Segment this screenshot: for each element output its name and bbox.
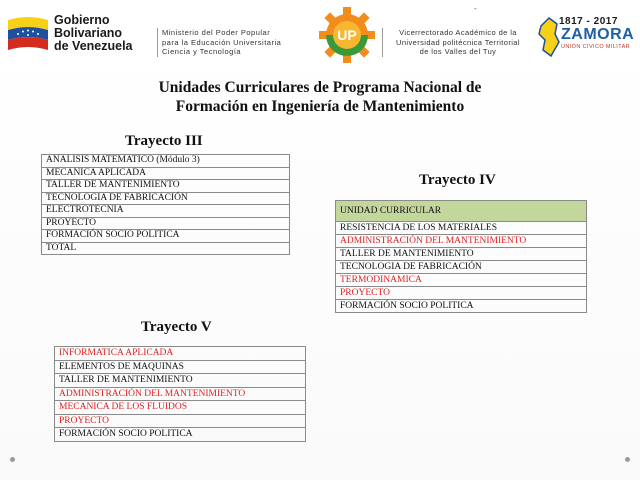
trayecto-5-title: Trayecto V (141, 319, 212, 335)
table-header-row (336, 201, 587, 222)
zamora-logo (537, 14, 637, 64)
gobierno-line-1: Gobierno (54, 13, 110, 27)
title-line-2: Formación en Ingeniería de Mantenimiento (175, 98, 465, 115)
trayecto-3-title: Trayecto III (125, 133, 203, 149)
table-cell: TALLER DE MANTENIMIENTO (55, 374, 306, 388)
table-row (42, 230, 290, 243)
ministerio-line-2: para la Educación Universitaria (162, 37, 282, 47)
table-cell: TERMODINAMICA (336, 274, 587, 287)
trayecto-4-title: Trayecto IV (419, 172, 496, 188)
zamora-subtitle: UNIÓN CÍVICO MILITAR (561, 44, 631, 50)
table-cell: PROYECTO (42, 217, 290, 230)
table-cell: TALLER DE MANTENIMIENTO (336, 248, 587, 261)
venezuela-flag-icon (6, 12, 52, 58)
table-cell: RESISTENCIA DE LOS MATERIALES (336, 222, 587, 235)
header-banner (0, 0, 640, 72)
table-row (55, 387, 306, 401)
table-row (336, 300, 587, 313)
vicerrectorado-text (382, 28, 533, 57)
table-row (42, 217, 290, 230)
trayecto-5-table (54, 346, 306, 442)
ministerio-line-3: Ciencia y Tecnología (162, 47, 242, 56)
venezuela-map-icon (537, 16, 561, 60)
table-cell: MECANICA DE LOS FLUIDOS (55, 401, 306, 415)
page-title (100, 78, 540, 116)
trayecto-3-table (41, 154, 290, 255)
table-cell: PROYECTO (336, 287, 587, 300)
table-row (42, 242, 290, 255)
table-row (55, 414, 306, 428)
ministerio-line-1: Ministerio del Poder Popular (162, 28, 271, 37)
table-cell: TECNOLOGIA DE FABRICACIÓN (42, 192, 290, 205)
table-row (55, 347, 306, 361)
vice-line-3: de los Valles del Tuy (419, 47, 497, 56)
table-cell: MECANICA APLICADA (42, 167, 290, 180)
table-row (42, 205, 290, 218)
table-cell: FORMACIÓN SOCIO POLITICA (336, 300, 587, 313)
vice-line-1: Vicerrectorado Académico de la (399, 28, 517, 37)
table-cell: TALLER DE MANTENIMIENTO (42, 180, 290, 193)
gobierno-logo (6, 12, 156, 62)
table-row (42, 192, 290, 205)
zamora-years: 1817 - 2017 (559, 16, 618, 27)
gobierno-text (54, 14, 133, 53)
table-row (42, 180, 290, 193)
table-cell: FORMACIÓN SOCIO POLITICA (55, 428, 306, 442)
table-row (336, 261, 587, 274)
table-cell: TOTAL (42, 242, 290, 255)
gobierno-line-2: Bolivariano (54, 26, 123, 40)
zamora-name: ZAMORA (561, 26, 635, 43)
title-line-1: Unidades Curriculares de Programa Nacional de (158, 79, 482, 96)
table-row (336, 235, 587, 248)
table-row (42, 155, 290, 168)
table-row (55, 360, 306, 374)
ministerio-text (157, 28, 312, 57)
up-logo-text: UP (337, 27, 357, 43)
table-row (336, 222, 587, 235)
slide-nav-dot-right (625, 457, 630, 462)
table-cell: TECNOLOGIA DE FABRICACIÓN (336, 261, 587, 274)
table-cell: FORMACIÓN SOCIO POLITICA (42, 230, 290, 243)
header-cell: UNIDAD CURRICULAR (336, 201, 587, 222)
table-row (42, 167, 290, 180)
gear-icon (318, 6, 376, 64)
table-row (336, 274, 587, 287)
table-row (55, 428, 306, 442)
table-cell: PROYECTO (55, 414, 306, 428)
table-cell: ADMINISTRACIÓN DEL MANTENIMIENTO (55, 387, 306, 401)
table-cell: ELEMENTOS DE MAQUINAS (55, 360, 306, 374)
table-cell: INFORMATICA APLICADA (55, 347, 306, 361)
gobierno-line-3: de Venezuela (54, 39, 133, 53)
trayecto-4-table (335, 200, 587, 313)
table-cell: ANALISIS MATEMATICO (Módulo 3) (42, 155, 290, 168)
table-row (336, 248, 587, 261)
vice-line-2: Universidad politécnica Territorial (396, 37, 520, 47)
table-row (55, 374, 306, 388)
slide-nav-dot-left (10, 457, 15, 462)
table-cell: ELECTROTECNIA (42, 205, 290, 218)
table-cell: ADMINISTRACIÓN DEL MANTENIMIENTO (336, 235, 587, 248)
table-row (55, 401, 306, 415)
tick-mark: - (474, 4, 477, 13)
table-row (336, 287, 587, 300)
up-gear-logo (318, 6, 376, 64)
